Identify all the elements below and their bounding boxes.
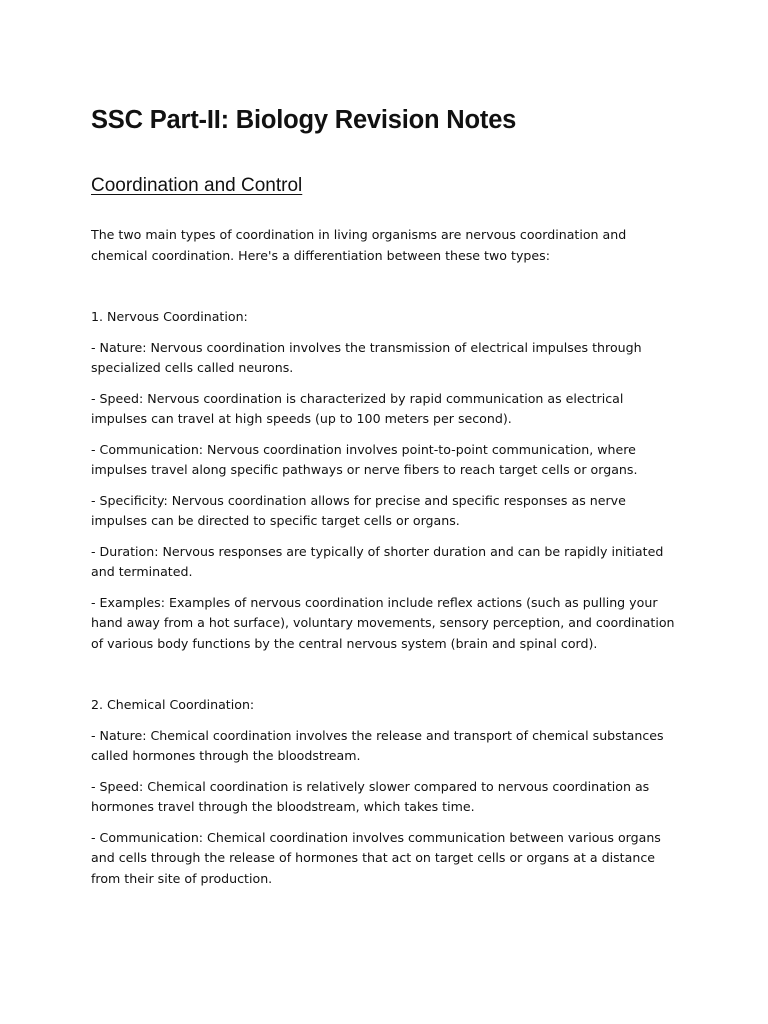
nervous-item-specificity: - Specificity: Nervous coordination allows for precise and specific responses as nerve impulses can be directed to specific target cells or organs.	[91, 492, 626, 528]
nervous-item-duration: - Duration: Nervous responses are typically of shorter duration and can be rapidly initiated and terminated.	[91, 543, 664, 579]
nervous-item-communication: - Communication: Nervous coordination involves point-to-point communication, where impulses travel along specific pathways or nerve fibers to reach target cells or organs.	[91, 441, 638, 477]
nervous-item-nature: - Nature: Nervous coordination involves the transmission of electrical impulses through specialized cells called neurons.	[91, 339, 642, 375]
chemical-item-speed: - Speed: Chemical coordination is relatively slower compared to nervous coordination as hormones travel through the bloodstream, which takes time.	[91, 778, 650, 814]
section-subtitle: Coordination and Control	[91, 175, 303, 196]
chemical-item-communication: - Communication: Chemical coordination involves communication between various organs and cells through the release of hormones that act on target cells or organs at a distance from their site of production.	[91, 829, 661, 886]
page-title: SSC Part-II: Biology Revision Notes	[91, 106, 517, 134]
intro-paragraph: The two main types of coordination in living organisms are nervous coordination and chemical coordination. Here's a differentiation between these two types:	[91, 227, 627, 263]
section-heading-chemical: 2. Chemical Coordination:	[91, 697, 255, 712]
section-heading-nervous: 1. Nervous Coordination:	[91, 309, 248, 324]
nervous-item-examples: - Examples: Examples of nervous coordination include reflex actions (such as pulling your hand away from a hot surface), voluntary movements, sensory perception, and coordination of various body functions by the central nervous system (brain and spinal cord).	[91, 594, 675, 651]
document-page	[91, 104, 681, 889]
chemical-item-nature: - Nature: Chemical coordination involves the release and transport of chemical substances called hormones through the bloodstream.	[91, 727, 664, 763]
nervous-item-speed: - Speed: Nervous coordination is characterized by rapid communication as electrical impulses can travel at high speeds (up to 100 meters per second).	[91, 390, 624, 426]
